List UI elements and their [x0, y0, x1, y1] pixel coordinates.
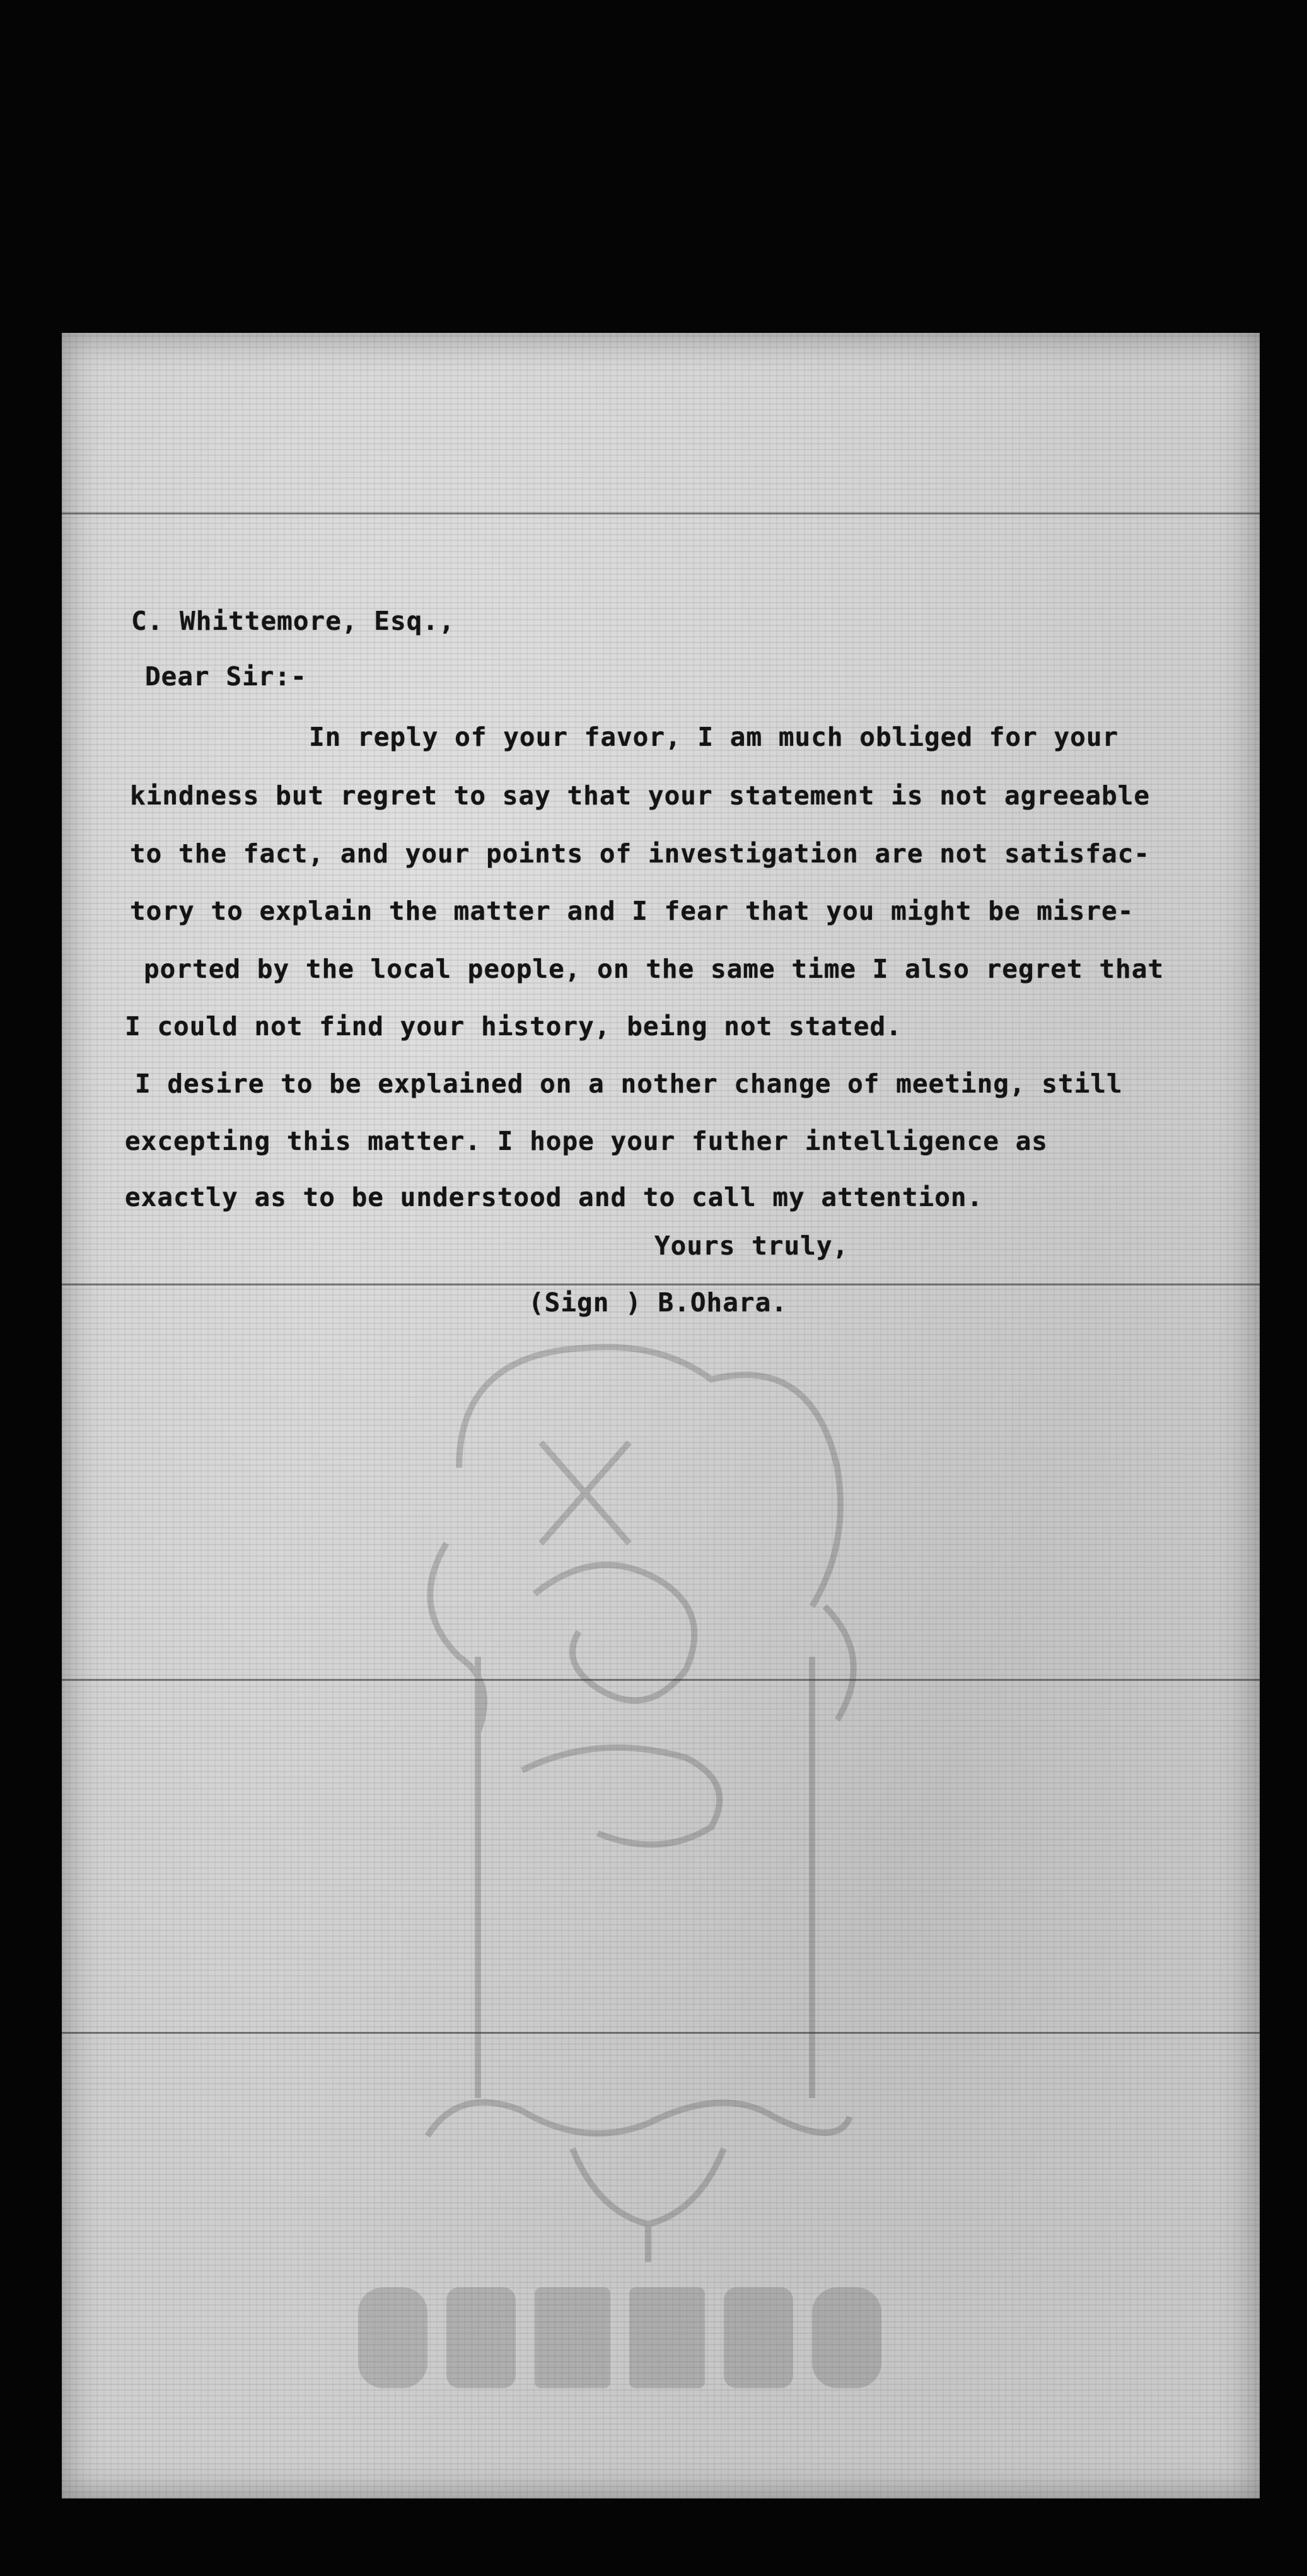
signature-line: (Sign ) B.Ohara.	[528, 1287, 787, 1318]
body-line: In reply of your favor, I am much obliged for your	[309, 722, 1119, 752]
closing-line: Yours truly,	[654, 1231, 849, 1261]
body-line: kindness but regret to say that your statement is not agreeable	[130, 780, 1151, 811]
body-line: tory to explain the matter and I fear that you might be misre-	[130, 896, 1134, 926]
body-line: I desire to be explained on a nother change of meeting, still	[135, 1069, 1123, 1099]
greeting-line: Dear Sir:-	[145, 661, 307, 692]
body-line: exactly as to be understood and to call my attention.	[125, 1182, 984, 1212]
body-line: ported by the local people, on the same time I also regret that	[144, 954, 1165, 984]
letter-paper	[62, 333, 1260, 2498]
body-line: I could not find your history, being not stated.	[125, 1011, 902, 1041]
body-line: excepting this matter. I hope your futher intelligence as	[125, 1126, 1048, 1156]
body-line: to the fact, and your points of investigation are not satisfac-	[130, 838, 1151, 869]
recipient-line: C. Whittemore, Esq.,	[131, 606, 455, 636]
letter-body	[62, 333, 1260, 2498]
